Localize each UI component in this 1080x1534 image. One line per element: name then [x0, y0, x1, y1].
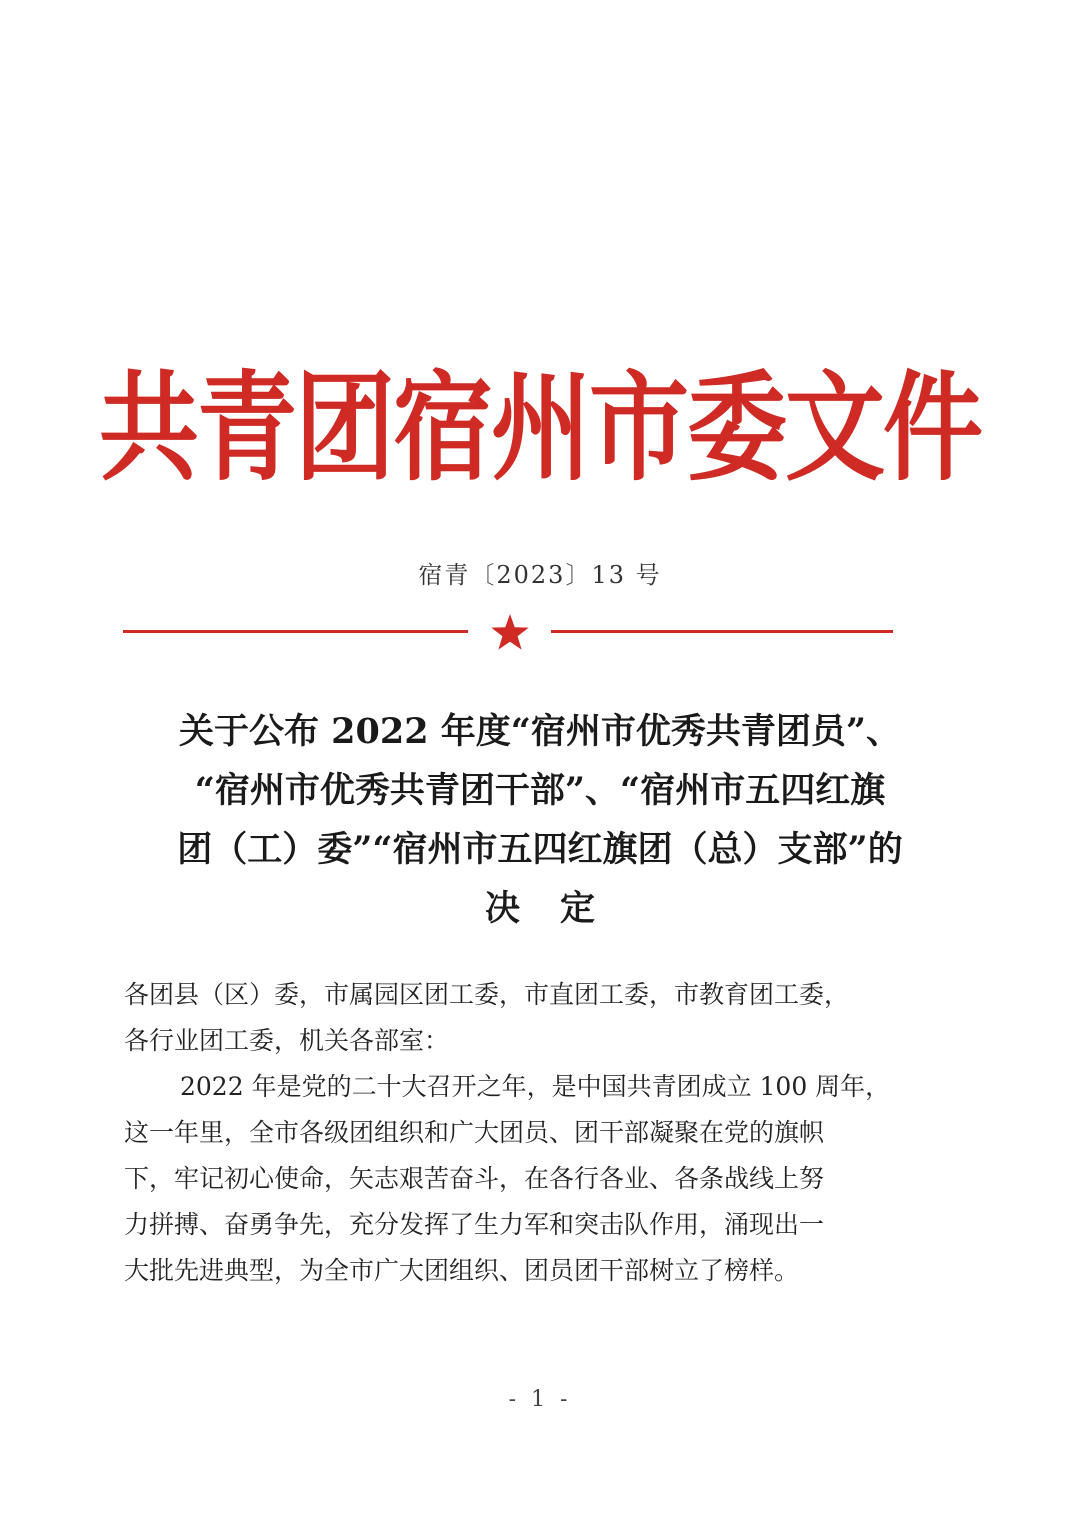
- title-line: “宿州市优秀共青团干部”、“宿州市五四红旗: [194, 770, 886, 811]
- title-line: 关于公布 2022 年度“宿州市优秀共青团员”、: [178, 711, 902, 752]
- page-number: - 1 -: [508, 1387, 572, 1412]
- addressee-line: 各行业团工委，机关各部室：: [124, 1026, 450, 1055]
- document-title: [110, 702, 970, 938]
- star-icon: [490, 612, 530, 652]
- document-body: [124, 972, 894, 1294]
- divider-line-left: [123, 630, 468, 633]
- paragraph-line: 下，牢记初心使命，矢志艰苦奋斗，在各行各业、各条战线上努: [124, 1164, 825, 1193]
- masthead-title: 共青团宿州市委文件: [99, 357, 981, 498]
- paragraph-line: 力拼搏、奋勇争先，充分发挥了生力军和突击队作用，涌现出一: [124, 1210, 825, 1239]
- divider-line-right: [551, 630, 893, 633]
- paragraph-line: 大批先进典型，为全市广大团组织、团员团干部树立了榜样。: [124, 1256, 800, 1285]
- title-line: 决定: [484, 888, 635, 929]
- paragraph-line: 2022 年是党的二十大召开之年，是中国共青团成立 100 周年，: [180, 1072, 891, 1101]
- paragraph-line: 这一年里，全市各级团组织和广大团员、团干部凝聚在党的旗帜: [124, 1118, 825, 1147]
- document-number: 宿青〔2023〕13 号: [418, 561, 662, 589]
- red-divider: [123, 612, 893, 652]
- title-line: 团（工）委”“宿州市五四红旗团（总）支部”的: [177, 829, 903, 870]
- addressee-line: 各团县（区）委，市属园区团工委，市直团工委，市教育团工委，: [124, 980, 850, 1009]
